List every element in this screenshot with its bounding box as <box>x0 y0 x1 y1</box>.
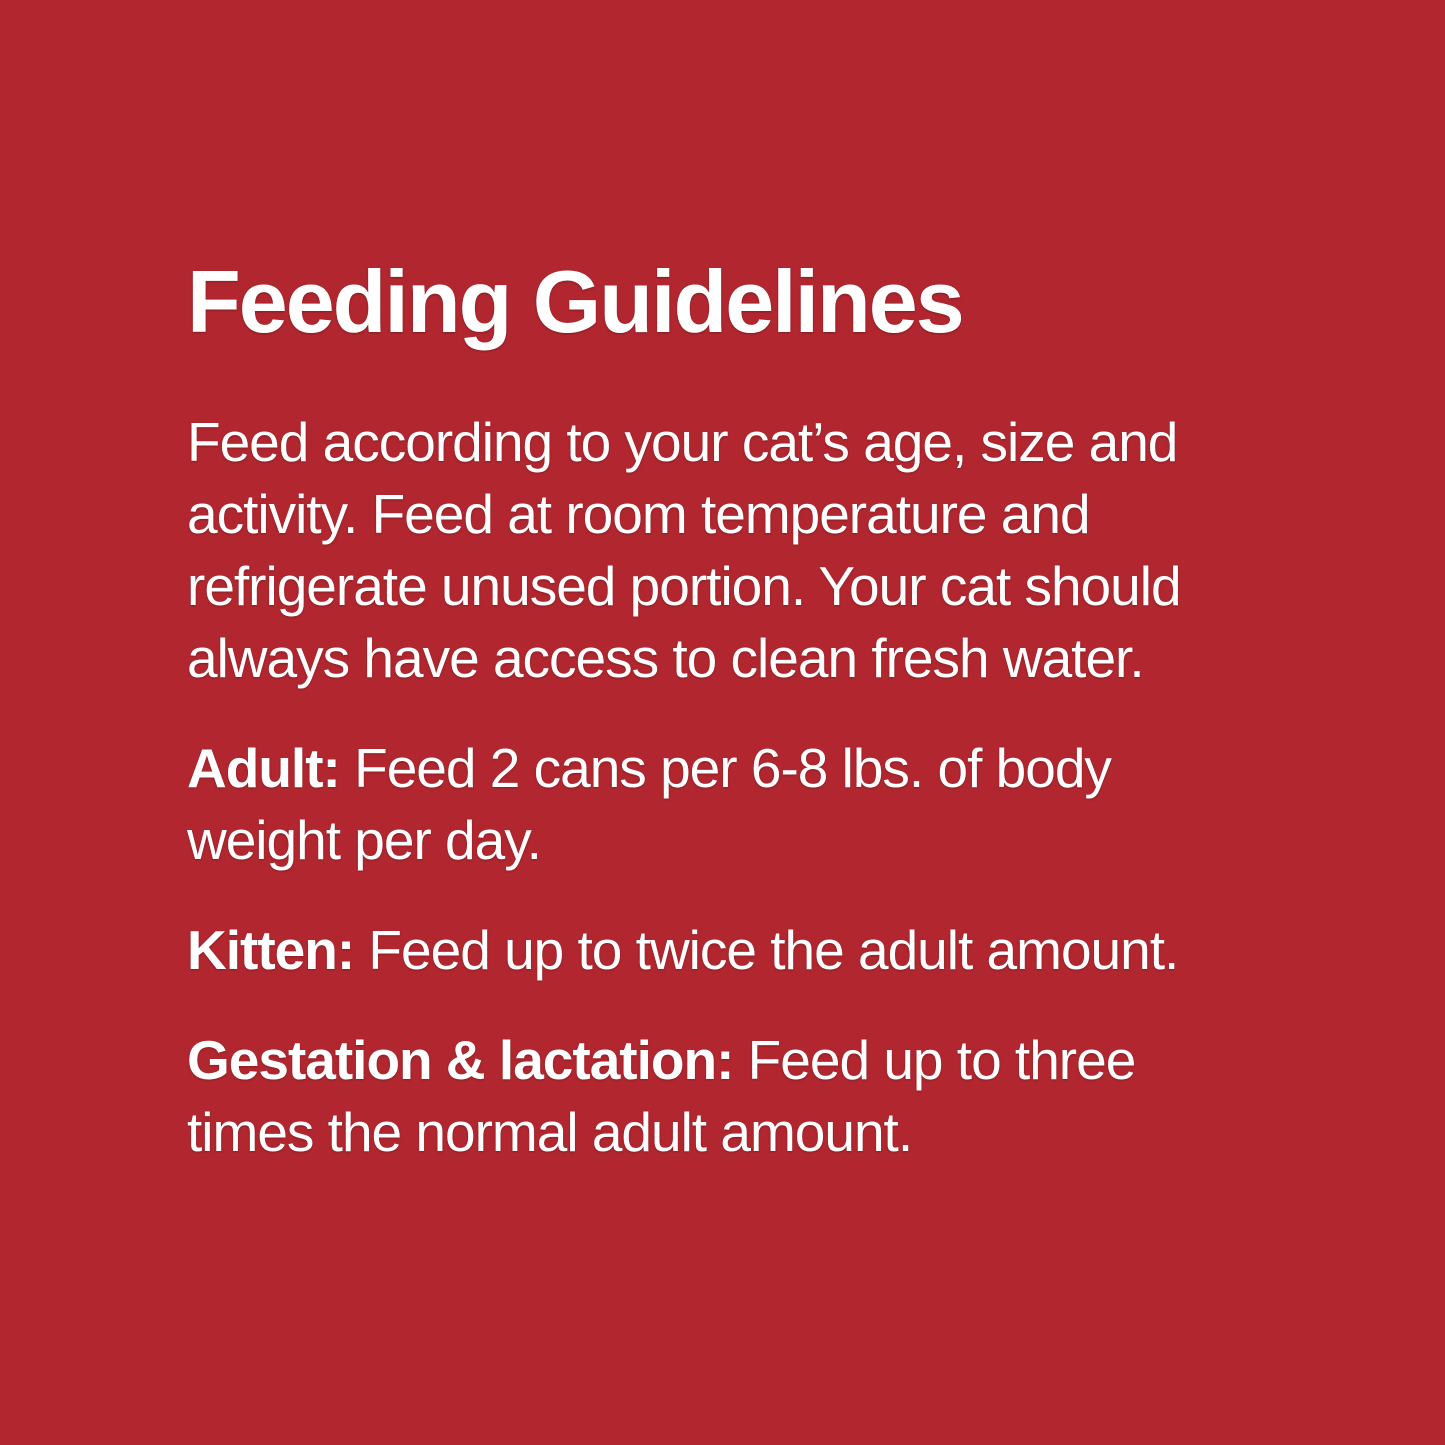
intro-line: refrigerate unused portion. Your cat should <box>187 555 1181 617</box>
adult-line: weight per day. <box>187 809 541 871</box>
kitten-line <box>187 914 1272 986</box>
adult-label: Adult: <box>187 737 340 799</box>
gestation-line: times the normal adult amount. <box>187 1101 913 1163</box>
intro-line: activity. Feed at room temperature and <box>187 483 1090 545</box>
gestation-text: Feed up to three <box>733 1029 1136 1091</box>
adult-line <box>187 732 1272 804</box>
intro-paragraph <box>187 406 1272 694</box>
feeding-guidelines-panel <box>187 252 1272 1168</box>
panel-title: Feeding Guidelines <box>187 252 963 351</box>
kitten-text: Feed up to twice the adult amount. <box>354 919 1179 981</box>
adult-text: Feed 2 cans per 6-8 lbs. of body <box>339 737 1111 799</box>
gestation-paragraph <box>187 1024 1272 1168</box>
gestation-label: Gestation & lactation: <box>187 1029 734 1091</box>
kitten-label: Kitten: <box>187 919 355 981</box>
adult-paragraph <box>187 732 1272 876</box>
intro-line: Feed according to your cat’s age, size and <box>187 411 1178 473</box>
intro-line: always have access to clean fresh water. <box>187 627 1144 689</box>
gestation-line <box>187 1024 1272 1096</box>
kitten-paragraph <box>187 914 1272 986</box>
